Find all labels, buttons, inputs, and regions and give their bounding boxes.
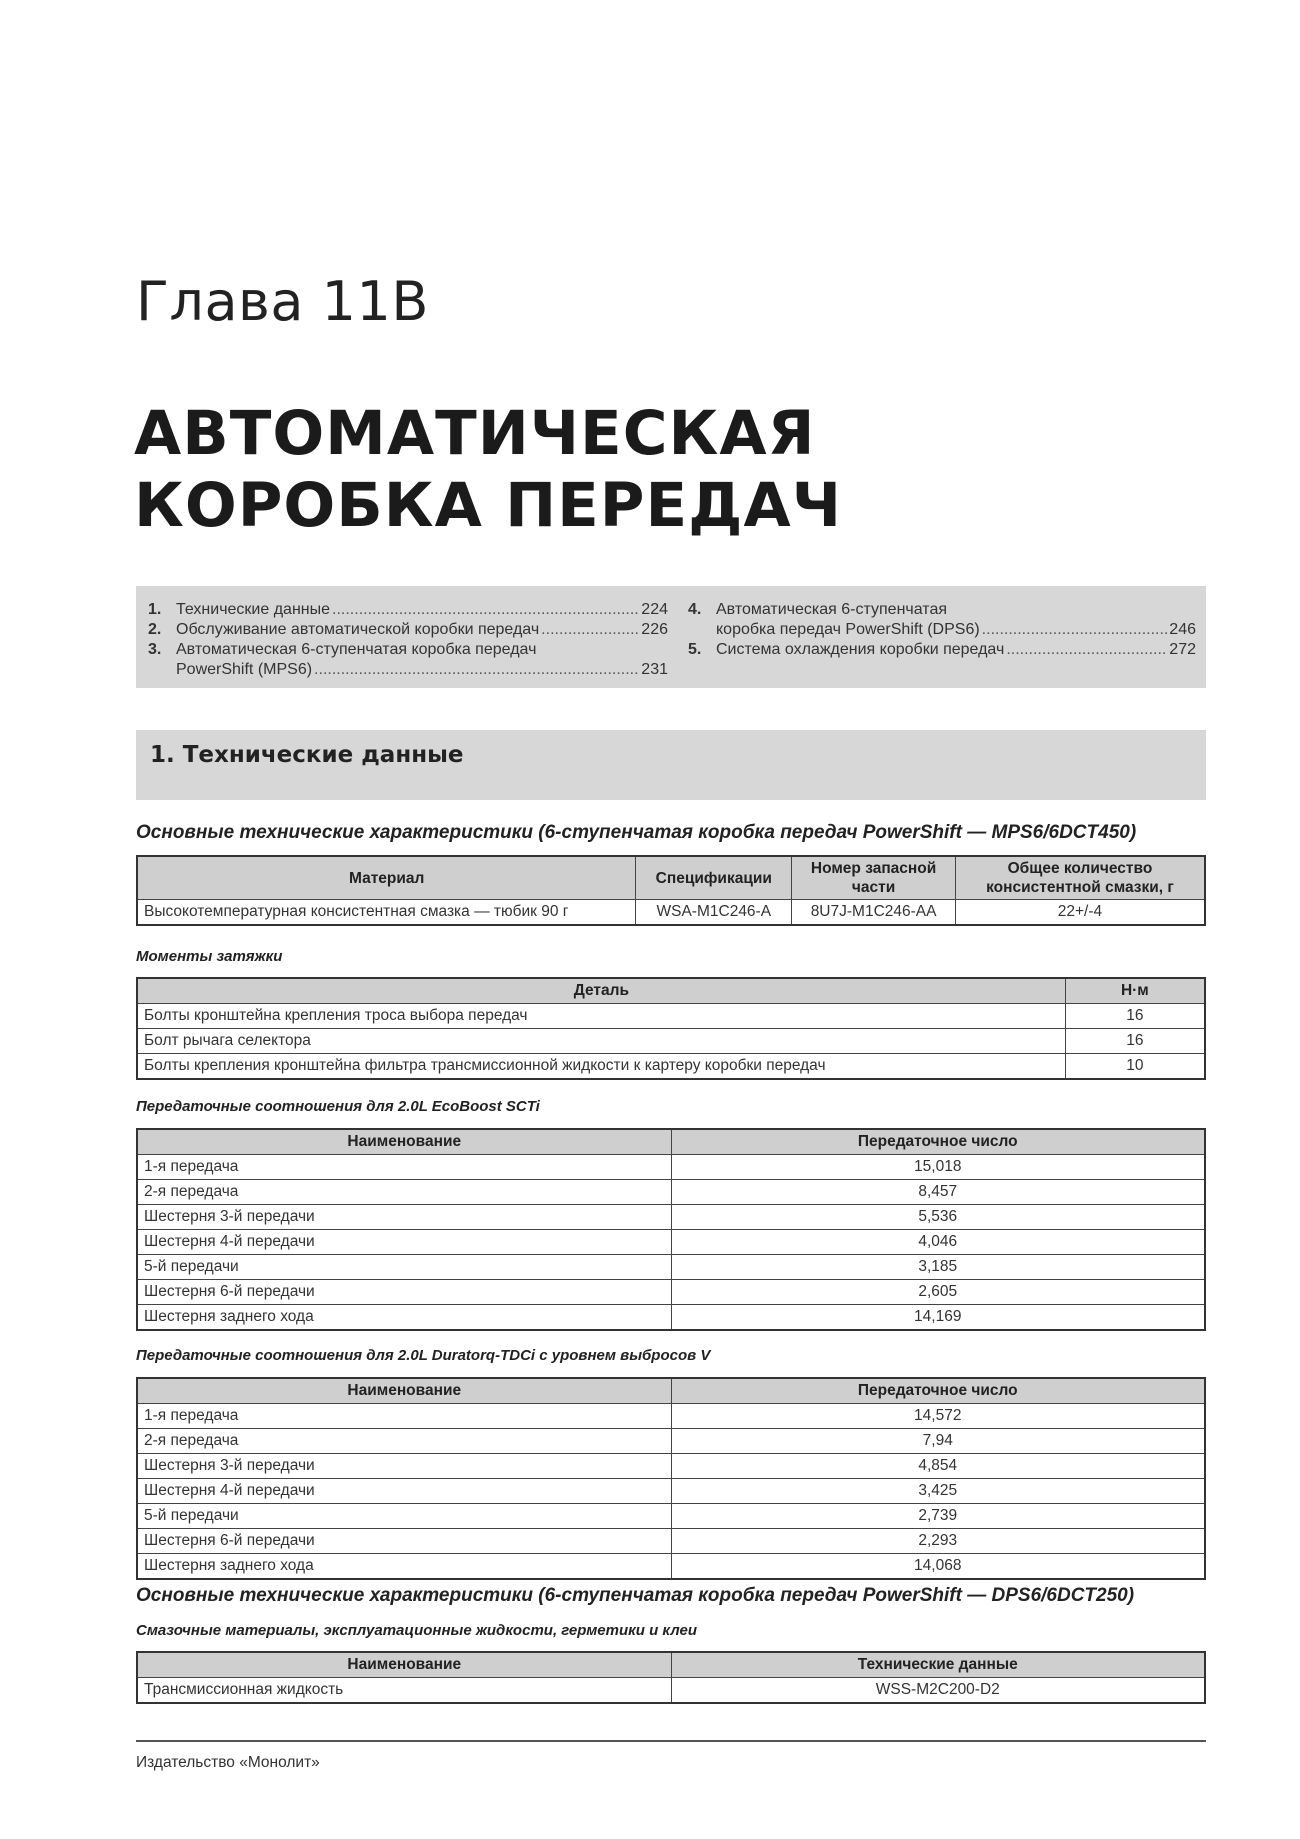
header-cell: Наименование bbox=[137, 1129, 671, 1155]
table-header-row bbox=[137, 856, 1205, 900]
table-cell: 8,457 bbox=[671, 1180, 1205, 1205]
torque-heading: Моменты затяжки bbox=[136, 948, 283, 965]
table-row bbox=[137, 900, 1205, 926]
spec-dps6-heading: Основные технические характеристики (6-ступенчатая коробка передач PowerShift — DPS6/6DCT250) bbox=[136, 1585, 1135, 1606]
title-line-1: АВТОМАТИЧЕСКАЯ bbox=[134, 398, 816, 469]
header-cell: Общее количество консистентной смазки, г bbox=[955, 856, 1205, 900]
table-header-row bbox=[137, 978, 1205, 1004]
toc-item-3[interactable] bbox=[148, 640, 668, 680]
table-cell: 10 bbox=[1065, 1054, 1205, 1080]
footer-divider bbox=[136, 1740, 1206, 1742]
toc-page: 226 bbox=[641, 621, 668, 638]
table-cell: 1-я передача bbox=[137, 1404, 671, 1429]
table-row bbox=[137, 1429, 1205, 1454]
table-cell: 14,572 bbox=[671, 1404, 1205, 1429]
table-row bbox=[137, 1678, 1205, 1704]
table-row bbox=[137, 1504, 1205, 1529]
table-cell: 14,169 bbox=[671, 1305, 1205, 1331]
header-cell: Технические данные bbox=[671, 1652, 1205, 1678]
table-row bbox=[137, 1454, 1205, 1479]
table-row bbox=[137, 1029, 1205, 1054]
toc-text: коробка передач PowerShift (DPS6) bbox=[716, 621, 980, 638]
table-cell: Шестерня 4-й передачи bbox=[137, 1230, 671, 1255]
table-cell: 2,605 bbox=[671, 1280, 1205, 1305]
table-cell: WSS-M2C200-D2 bbox=[671, 1678, 1205, 1704]
toc-number: 3. bbox=[148, 641, 162, 658]
table-cell: WSA-M1C246-A bbox=[636, 900, 792, 926]
header-cell: Н·м bbox=[1065, 978, 1205, 1004]
table-row bbox=[137, 1004, 1205, 1029]
toc-text: Автоматическая 6-ступенчатая bbox=[716, 601, 947, 618]
table-cell: Шестерня 4-й передачи bbox=[137, 1479, 671, 1504]
publisher-footer: Издательство «Монолит» bbox=[136, 1754, 320, 1771]
table-cell: Шестерня 3-й передачи bbox=[137, 1205, 671, 1230]
chapter-title bbox=[134, 398, 842, 542]
table-cell: Шестерня заднего хода bbox=[137, 1554, 671, 1580]
toc-number: 4. bbox=[688, 601, 702, 618]
spec-mps6-table bbox=[136, 855, 1206, 926]
table-cell: Трансмиссионная жидкость bbox=[137, 1678, 671, 1704]
table-cell: 2-я передача bbox=[137, 1429, 671, 1454]
toc-text: Обслуживание автоматической коробки передач bbox=[176, 621, 540, 638]
header-cell: Передаточное число bbox=[671, 1129, 1205, 1155]
table-row bbox=[137, 1180, 1205, 1205]
table-cell: 3,185 bbox=[671, 1255, 1205, 1280]
chapter-label: Глава 11B bbox=[136, 270, 429, 333]
toc-item-5[interactable] bbox=[688, 640, 1196, 660]
table-header-row bbox=[137, 1378, 1205, 1404]
duratorq-ratios-table bbox=[136, 1377, 1206, 1580]
table-header-row bbox=[137, 1652, 1205, 1678]
header-cell: Спецификации bbox=[636, 856, 792, 900]
toc-number: 5. bbox=[688, 641, 702, 658]
table-row bbox=[137, 1479, 1205, 1504]
table-row bbox=[137, 1230, 1205, 1255]
table-cell: 22+/-4 bbox=[955, 900, 1205, 926]
table-row bbox=[137, 1554, 1205, 1580]
table-cell: 1-я передача bbox=[137, 1155, 671, 1180]
torque-table bbox=[136, 977, 1206, 1080]
ecoboost-ratios-table bbox=[136, 1128, 1206, 1331]
toc-text: Система охлаждения коробки передач bbox=[716, 641, 1005, 658]
table-cell: Болты крепления кронштейна фильтра трансмиссионной жидкости к картеру коробки передач bbox=[137, 1054, 1065, 1080]
header-cell: Номер запасной части bbox=[792, 856, 956, 900]
toc-text: Автоматическая 6-ступенчатая коробка передач bbox=[176, 641, 537, 658]
table-cell: 7,94 bbox=[671, 1429, 1205, 1454]
table-cell: Высокотемпературная консистентная смазка — тюбик 90 г bbox=[137, 900, 636, 926]
table-header-row bbox=[137, 1129, 1205, 1155]
header-cell: Передаточное число bbox=[671, 1378, 1205, 1404]
table-cell: 16 bbox=[1065, 1029, 1205, 1054]
header-cell: Деталь bbox=[137, 978, 1065, 1004]
table-cell: 8U7J-M1C246-AA bbox=[792, 900, 956, 926]
toc-page: 231 bbox=[641, 661, 668, 678]
table-cell: 14,068 bbox=[671, 1554, 1205, 1580]
table-row bbox=[137, 1404, 1205, 1429]
table-row bbox=[137, 1205, 1205, 1230]
table-cell: Шестерня 6-й передачи bbox=[137, 1529, 671, 1554]
toc-item-2[interactable] bbox=[148, 620, 668, 640]
table-cell: 2,739 bbox=[671, 1504, 1205, 1529]
toc-number: 2. bbox=[148, 621, 162, 638]
table-row bbox=[137, 1305, 1205, 1331]
toc-page: 224 bbox=[641, 601, 668, 618]
title-line-2: КОРОБКА ПЕРЕДАЧ bbox=[134, 470, 843, 541]
toc-text: Технические данные bbox=[176, 601, 331, 618]
table-row bbox=[137, 1155, 1205, 1180]
table-cell: 3,425 bbox=[671, 1479, 1205, 1504]
table-cell: Болты кронштейна крепления троса выбора передач bbox=[137, 1004, 1065, 1029]
header-cell: Наименование bbox=[137, 1652, 671, 1678]
table-of-contents bbox=[136, 586, 1206, 688]
table-cell: Болт рычага селектора bbox=[137, 1029, 1065, 1054]
section-title: 1. Технические данные bbox=[150, 742, 464, 768]
section-header-bar bbox=[136, 730, 1206, 800]
toc-column-left bbox=[148, 600, 668, 680]
toc-number: 1. bbox=[148, 601, 162, 618]
spec-mps6-heading: Основные технические характеристики (6-ступенчатая коробка передач PowerShift — MPS6/6DCT450) bbox=[136, 822, 1137, 843]
table-row bbox=[137, 1255, 1205, 1280]
table-cell: 2,293 bbox=[671, 1529, 1205, 1554]
toc-page: 246 bbox=[1169, 621, 1196, 638]
toc-page: 272 bbox=[1169, 641, 1196, 658]
table-cell: 5-й передачи bbox=[137, 1255, 671, 1280]
toc-text: PowerShift (MPS6) bbox=[176, 661, 313, 678]
ecoboost-ratios-heading: Передаточные соотношения для 2.0L EcoBoost SCTi bbox=[136, 1098, 540, 1115]
lubricants-heading: Смазочные материалы, эксплуатационные жидкости, герметики и клеи bbox=[136, 1622, 698, 1639]
duratorq-ratios-heading: Передаточные соотношения для 2.0L Duratorq-TDCi с уровнем выбросов V bbox=[136, 1347, 711, 1364]
table-row bbox=[137, 1054, 1205, 1080]
table-cell: 2-я передача bbox=[137, 1180, 671, 1205]
header-cell: Наименование bbox=[137, 1378, 671, 1404]
toc-column-right bbox=[688, 600, 1196, 660]
header-cell: Материал bbox=[137, 856, 636, 900]
lubricants-table bbox=[136, 1651, 1206, 1704]
table-cell: 4,854 bbox=[671, 1454, 1205, 1479]
table-cell: Шестерня 3-й передачи bbox=[137, 1454, 671, 1479]
table-cell: 5,536 bbox=[671, 1205, 1205, 1230]
table-cell: 15,018 bbox=[671, 1155, 1205, 1180]
toc-item-1[interactable] bbox=[148, 600, 668, 620]
table-cell: 5-й передачи bbox=[137, 1504, 671, 1529]
table-row bbox=[137, 1529, 1205, 1554]
toc-item-4[interactable] bbox=[688, 600, 1196, 640]
table-cell: Шестерня заднего хода bbox=[137, 1305, 671, 1331]
table-row bbox=[137, 1280, 1205, 1305]
table-cell: 4,046 bbox=[671, 1230, 1205, 1255]
table-cell: 16 bbox=[1065, 1004, 1205, 1029]
table-cell: Шестерня 6-й передачи bbox=[137, 1280, 671, 1305]
